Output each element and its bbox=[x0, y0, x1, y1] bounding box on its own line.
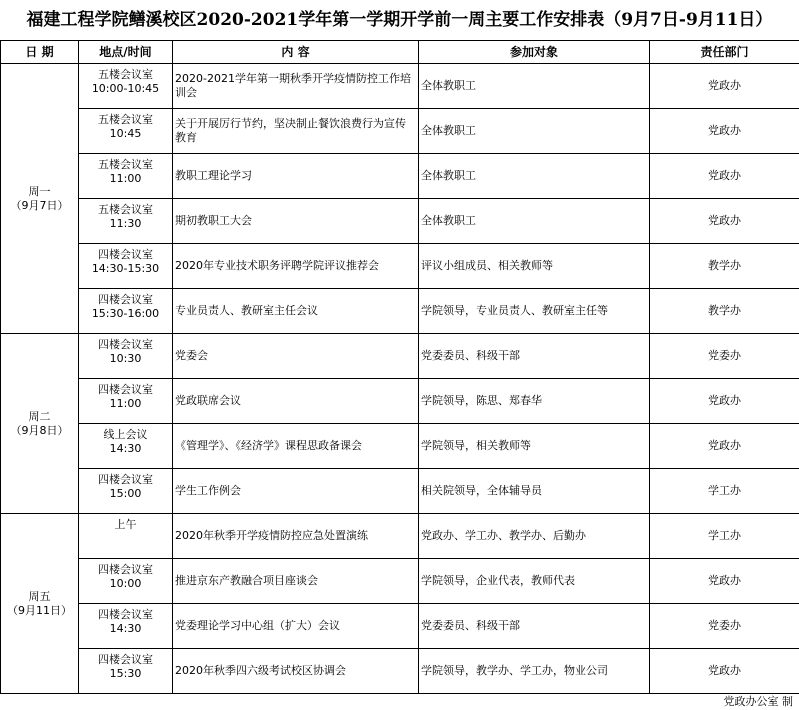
content-cell: 推进京东产教融合项目座谈会 bbox=[173, 559, 419, 604]
schedule-body bbox=[1, 64, 799, 694]
content-cell: 《管理学》、《经济学》课程思政备课会 bbox=[173, 424, 419, 469]
participants-cell: 学院领导，相关教师等 bbox=[419, 424, 650, 469]
location: 四楼会议室 bbox=[98, 383, 153, 396]
table-row bbox=[1, 424, 799, 469]
department-cell: 党政办 bbox=[650, 154, 799, 199]
department-cell: 教学办 bbox=[650, 289, 799, 334]
time: 15:00 bbox=[109, 487, 142, 500]
department-cell: 党政办 bbox=[650, 379, 799, 424]
schedule-table bbox=[0, 40, 799, 694]
participants-cell: 全体教职工 bbox=[419, 199, 650, 244]
table-row bbox=[1, 379, 799, 424]
time: 11:00 bbox=[109, 397, 142, 410]
location: 四楼会议室 bbox=[98, 608, 153, 621]
day-date: （9月7日） bbox=[10, 198, 69, 212]
location: 上午 bbox=[114, 518, 137, 531]
content-cell: 教职工理论学习 bbox=[173, 154, 419, 199]
department-cell: 党政办 bbox=[650, 199, 799, 244]
location-time-cell bbox=[79, 199, 173, 244]
time: 14:30-15:30 bbox=[91, 262, 160, 275]
location-time-cell bbox=[79, 334, 173, 379]
department-cell: 学工办 bbox=[650, 514, 799, 559]
content-cell: 关于开展厉行节约，坚决制止餐饮浪费行为宣传教育 bbox=[173, 109, 419, 154]
table-row bbox=[1, 199, 799, 244]
participants-cell: 党委委员、科级干部 bbox=[419, 334, 650, 379]
header-date: 日 期 bbox=[1, 41, 79, 64]
participants-cell: 学院领导，教学办、学工办，物业公司 bbox=[419, 649, 650, 694]
day-label: 周一 bbox=[28, 184, 51, 198]
table-row bbox=[1, 244, 799, 289]
department-cell: 党政办 bbox=[650, 64, 799, 109]
participants-cell: 学院领导，企业代表，教师代表 bbox=[419, 559, 650, 604]
participants-cell: 相关院领导，全体辅导员 bbox=[419, 469, 650, 514]
day-label: 周二 bbox=[28, 409, 51, 423]
location: 线上会议 bbox=[103, 428, 148, 441]
location-time-cell bbox=[79, 514, 173, 559]
day-cell bbox=[1, 514, 79, 694]
participants-cell: 党委委员、科级干部 bbox=[419, 604, 650, 649]
location-time-cell bbox=[79, 289, 173, 334]
content-cell: 党政联席会议 bbox=[173, 379, 419, 424]
table-row bbox=[1, 334, 799, 379]
table-row bbox=[1, 64, 799, 109]
content-cell: 专业员责人、教研室主任会议 bbox=[173, 289, 419, 334]
participants-cell: 全体教职工 bbox=[419, 64, 650, 109]
day-date: （9月11日） bbox=[7, 603, 72, 617]
footer-note: 党政办公室 制 bbox=[723, 695, 793, 708]
time: 10:45 bbox=[109, 127, 142, 140]
time: 10:00-10:45 bbox=[91, 82, 160, 95]
content-cell: 2020-2021学年第一期秋季开学疫情防控工作培训会 bbox=[173, 64, 419, 109]
table-header-row bbox=[1, 41, 799, 64]
table-row bbox=[1, 109, 799, 154]
location-time-cell bbox=[79, 604, 173, 649]
location: 五楼会议室 bbox=[98, 68, 153, 81]
location: 五楼会议室 bbox=[98, 113, 153, 126]
department-cell: 学工办 bbox=[650, 469, 799, 514]
participants-cell: 全体教职工 bbox=[419, 154, 650, 199]
location-time-cell bbox=[79, 649, 173, 694]
content-cell: 2020年秋季四六级考试校区协调会 bbox=[173, 649, 419, 694]
location-time-cell bbox=[79, 469, 173, 514]
department-cell: 党政办 bbox=[650, 649, 799, 694]
department-cell: 党政办 bbox=[650, 559, 799, 604]
time: 11:30 bbox=[109, 217, 142, 230]
department-cell: 党政办 bbox=[650, 109, 799, 154]
location: 四楼会议室 bbox=[98, 293, 153, 306]
participants-cell: 全体教职工 bbox=[419, 109, 650, 154]
location-time-cell bbox=[79, 154, 173, 199]
location: 五楼会议室 bbox=[98, 203, 153, 216]
participants-cell: 学院领导，陈思、郑春华 bbox=[419, 379, 650, 424]
location-time-cell bbox=[79, 424, 173, 469]
table-row bbox=[1, 514, 799, 559]
content-cell: 学生工作例会 bbox=[173, 469, 419, 514]
location: 五楼会议室 bbox=[98, 158, 153, 171]
table-row bbox=[1, 604, 799, 649]
time: 11:00 bbox=[109, 172, 142, 185]
content-cell: 2020年秋季开学疫情防控应急处置演练 bbox=[173, 514, 419, 559]
location-time-cell bbox=[79, 244, 173, 289]
participants-cell: 党政办、学工办、教学办、后勤办 bbox=[419, 514, 650, 559]
time: 14:30 bbox=[109, 442, 142, 455]
content-cell: 党委会 bbox=[173, 334, 419, 379]
day-cell bbox=[1, 64, 79, 334]
header-content: 内 容 bbox=[173, 41, 419, 64]
table-row bbox=[1, 469, 799, 514]
location: 四楼会议室 bbox=[98, 338, 153, 351]
header-location-time: 地点/时间 bbox=[79, 41, 173, 64]
department-cell: 党委办 bbox=[650, 334, 799, 379]
participants-cell: 学院领导，专业员责人、教研室主任等 bbox=[419, 289, 650, 334]
department-cell: 党政办 bbox=[650, 424, 799, 469]
time: 15:30-16:00 bbox=[91, 307, 160, 320]
department-cell: 党委办 bbox=[650, 604, 799, 649]
time: 10:00 bbox=[109, 577, 142, 590]
table-row bbox=[1, 289, 799, 334]
department-cell: 教学办 bbox=[650, 244, 799, 289]
location-time-cell bbox=[79, 109, 173, 154]
location: 四楼会议室 bbox=[98, 248, 153, 261]
content-cell: 期初教职工大会 bbox=[173, 199, 419, 244]
page-title: 福建工程学院鳝溪校区2020-2021学年第一学期开学前一周主要工作安排表（9月7日-9月11日） bbox=[26, 10, 773, 30]
location: 四楼会议室 bbox=[98, 653, 153, 666]
content-cell: 党委理论学习中心组（扩大）会议 bbox=[173, 604, 419, 649]
location-time-cell bbox=[79, 64, 173, 109]
day-date: （9月8日） bbox=[10, 423, 69, 437]
participants-cell: 评议小组成员、相关教师等 bbox=[419, 244, 650, 289]
time: 14:30 bbox=[109, 622, 142, 635]
location: 四楼会议室 bbox=[98, 563, 153, 576]
location-time-cell bbox=[79, 559, 173, 604]
table-row bbox=[1, 649, 799, 694]
time: 10:30 bbox=[109, 352, 142, 365]
location-time-cell bbox=[79, 379, 173, 424]
header-participants: 参加对象 bbox=[419, 41, 650, 64]
time: 15:30 bbox=[109, 667, 142, 680]
header-department: 责任部门 bbox=[650, 41, 799, 64]
location: 四楼会议室 bbox=[98, 473, 153, 486]
content-cell: 2020年专业技术职务评聘学院评议推荐会 bbox=[173, 244, 419, 289]
table-row bbox=[1, 559, 799, 604]
day-cell bbox=[1, 334, 79, 514]
day-label: 周五 bbox=[28, 589, 51, 603]
table-row bbox=[1, 154, 799, 199]
